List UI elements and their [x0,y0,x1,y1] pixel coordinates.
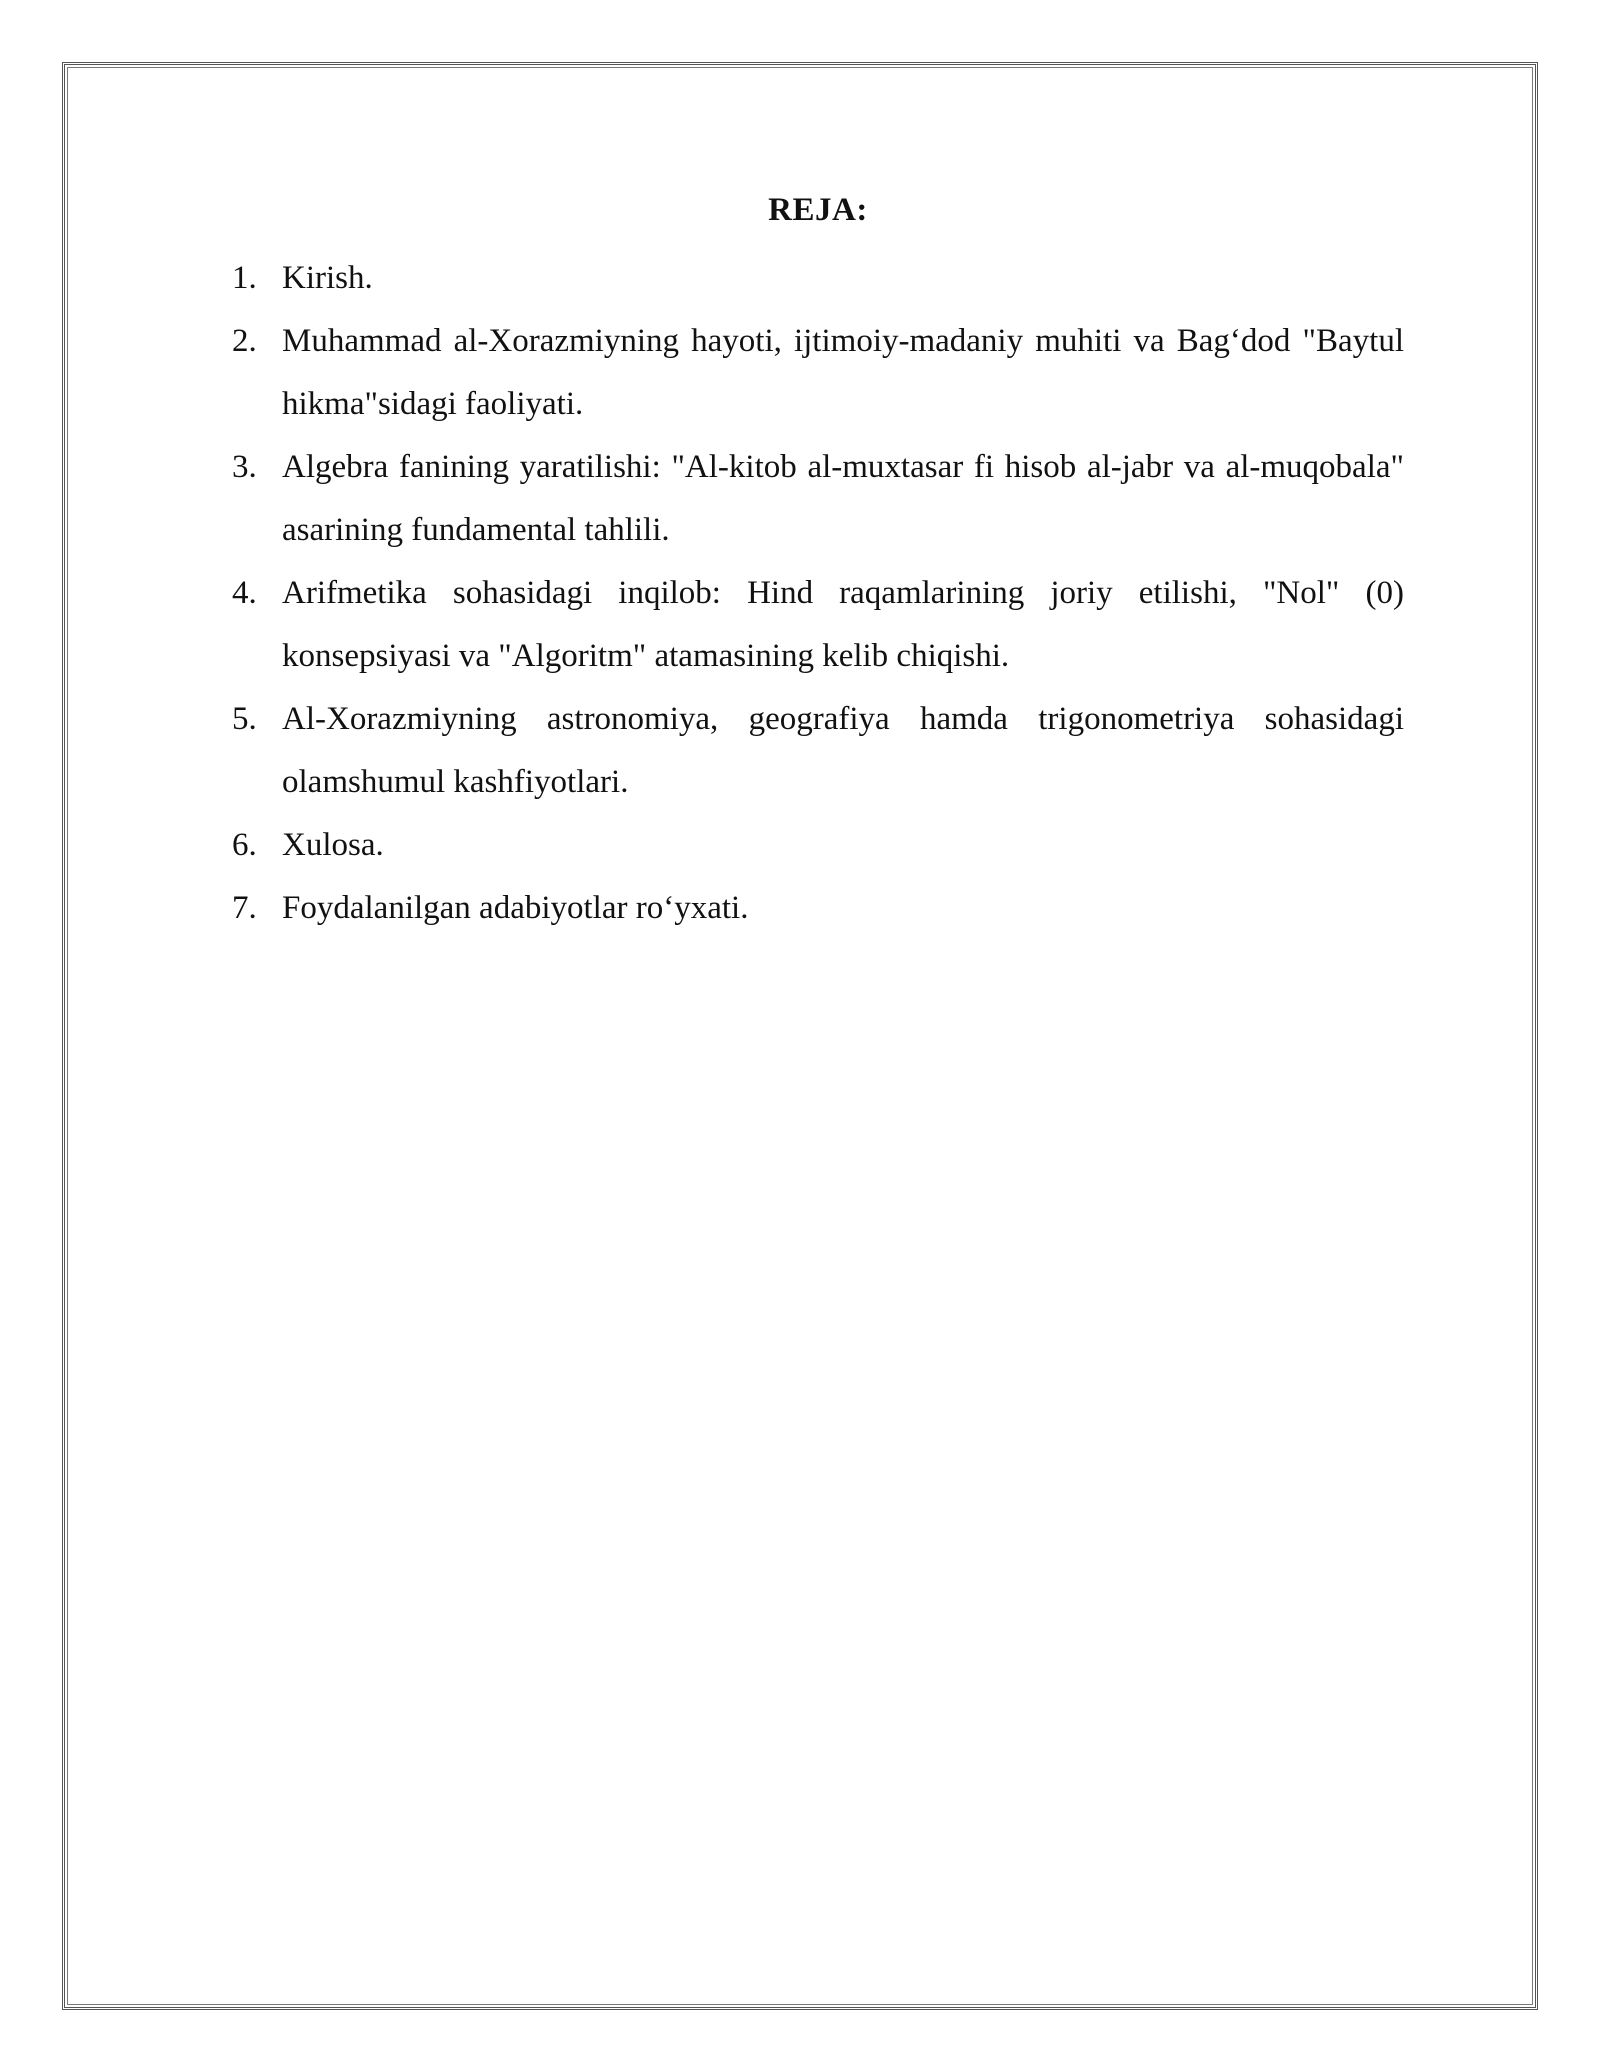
list-item-text: Al-Xorazmiyning astronomiya, geografiya hamda trigonometriya sohasidagi olamshumul kashfiyotlari. [282,701,1404,800]
list-item [232,877,1404,940]
list-item [232,688,1404,814]
list-item-number: 5. [232,701,257,737]
list-item [232,814,1404,877]
list-item-number: 4. [232,575,257,611]
list-item-text: Xulosa. [282,827,384,863]
list-item-number: 1. [232,260,257,296]
list-item-number: 2. [232,323,257,359]
list-item [232,562,1404,688]
list-item-text: Muhammad al-Xorazmiyning hayoti, ijtimoiy-madaniy muhiti va Bag‘dod "Baytul hikma"sidagi faoliyati. [282,323,1404,422]
list-item [232,247,1404,310]
list-item-text: Algebra fanining yaratilishi: "Al-kitob al-muxtasar fi hisob al-jabr va al-muqobala" asarining fundamental tahlili. [282,449,1404,548]
list-item [232,310,1404,436]
plan-list [232,247,1404,940]
list-item-number: 3. [232,449,257,485]
list-item-number: 6. [232,827,257,863]
list-item [232,436,1404,562]
list-item-text: Arifmetika sohasidagi inqilob: Hind raqamlarining joriy etilishi, "Nol" (0) konsepsiyasi va "Algoritm" atamasining kelib chiqishi. [282,575,1404,674]
list-item-text: Kirish. [282,260,373,296]
list-item-text: Foydalanilgan adabiyotlar ro‘yxati. [282,890,749,926]
list-item-number: 7. [232,890,257,926]
document-content [232,184,1404,940]
page-title: REJA: [768,192,868,228]
